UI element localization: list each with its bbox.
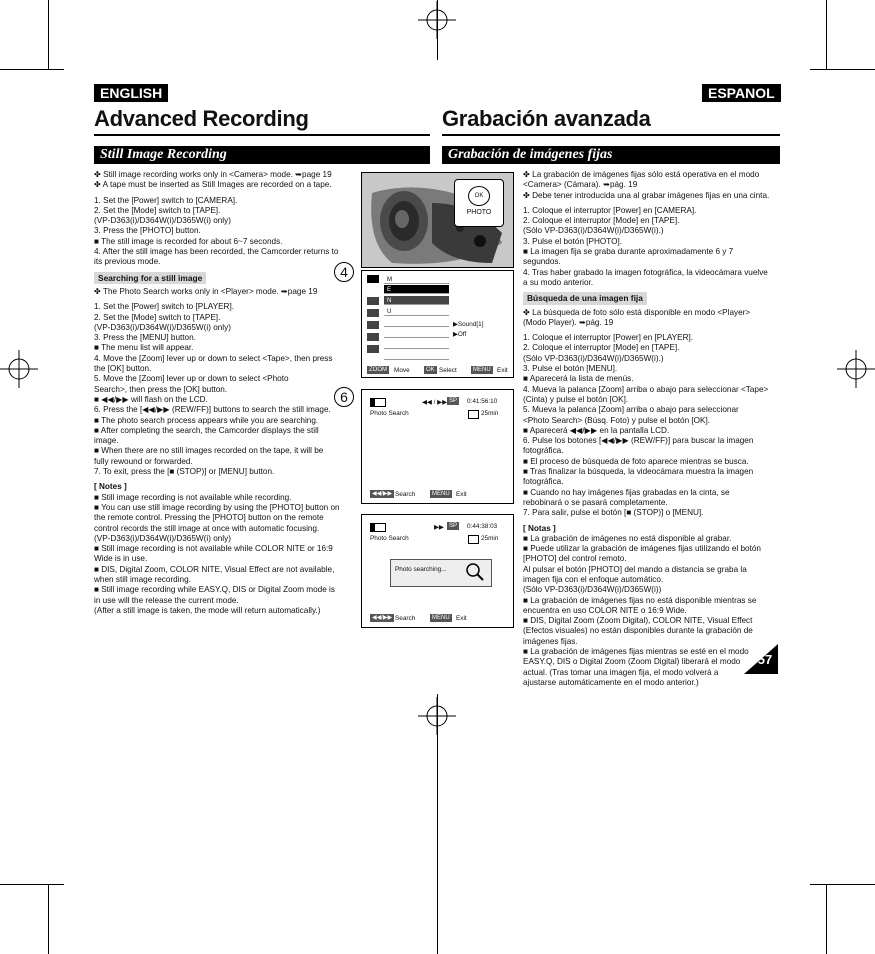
rew-ff-key: ◀◀/▶▶ <box>372 491 393 497</box>
text-line: ✤ Debe tener introducida una al grabar imágenes fijas en una cinta. <box>523 190 770 200</box>
text-line: (After a still image is taken, the mode will return automatically.) <box>94 605 321 615</box>
text-line: imagen fija con el enfoque automático. <box>523 574 664 584</box>
text-line: when still image recording. <box>94 574 191 584</box>
text-line: ■ Puede utilizar la grabación de imágenes fijas utilizando el botón <box>523 544 761 554</box>
tape-remain-icon <box>468 410 479 419</box>
text-line: actual. (Tras tomar una imagen fija, el modo volverá a <box>523 667 719 677</box>
display-icon <box>367 321 379 329</box>
text-line: its previous mode. <box>94 257 161 267</box>
photo-button-callout <box>454 179 504 227</box>
text-line: 3. Pulse el botón [PHOTO]. <box>523 236 623 246</box>
text-line: ■ La grabación de imágenes fijas mientras se esté en el modo <box>523 647 749 657</box>
text-line: (Sólo VP-D363(i)/D364W(i)/D365W(i)) <box>523 585 662 595</box>
text-line: 4. Move the [Zoom] lever up or down to select <Tape>, then press <box>94 353 333 363</box>
text-line: 2. Set the [Mode] switch to [TAPE]. <box>94 205 221 215</box>
language-badge-english: ENGLISH <box>94 84 168 102</box>
section-heading-spanish: Grabación de imágenes fijas <box>442 146 780 164</box>
text-line: the [OK] button. <box>94 364 152 374</box>
text-line: 6. Press the [◀◀/▶▶ (REW/FF)] buttons to search the still image. <box>94 405 331 415</box>
battery-icon <box>370 523 386 532</box>
text-line: ■ La grabación de imágenes no está disponible al grabar. <box>523 533 732 543</box>
text-line: 2. Coloque el interruptor [Mode] en [TAPE]. <box>523 343 680 353</box>
text-line: encuentra en uso COLOR NITE o 16:9 Wide. <box>523 605 687 615</box>
photo-searching-screen <box>361 514 514 628</box>
text-line: 2. Coloque el interruptor [Mode] en [TAPE]. <box>523 216 680 226</box>
language-badge-spanish: ESPANOL <box>702 84 781 102</box>
crop-mark <box>826 884 827 954</box>
search-label: Search <box>395 615 416 622</box>
text-line: ✤ The Photo Search works only in <Player> mode. ➥page 19 <box>94 286 318 296</box>
menu-item-photo-copy[interactable]: U <box>384 307 449 316</box>
crop-mark <box>810 69 875 70</box>
text-line: imágenes fijas. <box>523 636 578 646</box>
menu-item-blank <box>384 351 449 360</box>
text-line: 4. Tras haber grabado la imagen fotográfica, la videocámara vuelve <box>523 267 768 277</box>
text-line: ■ DIS, Digital Zoom, COLOR NITE, Visual Effect are not available, <box>94 564 335 574</box>
page-number: 57 <box>757 652 773 667</box>
registration-mark-icon <box>0 350 38 388</box>
english-column <box>94 170 356 616</box>
zoom-key: ZOOM <box>369 367 387 373</box>
page-number-badge <box>744 644 778 674</box>
ff-indicator: ▶▶ <box>434 524 444 531</box>
text-line: ■ Still image recording is not available while COLOR NITE or 16:9 <box>94 544 333 554</box>
gear-icon <box>367 345 379 353</box>
crop-mark <box>826 0 827 70</box>
text-line: (Efectos visuales) no están disponibles durante la grabación de <box>523 626 753 636</box>
rew-ff-indicator: ◀◀ / ▶▶ <box>422 399 447 406</box>
text-line: rebobinará o se pasará completamente. <box>523 497 668 507</box>
text-line: ✤ La búsqueda de foto sólo está disponible en modo <Player> <box>523 307 751 317</box>
text-line: 7. Para salir, pulse el botón [■ (STOP)] o [MENU]. <box>523 508 704 518</box>
text-line: ✤ La grabación de imágenes fijas sólo está operativa en el modo <box>523 170 760 179</box>
text-line: 2. Set the [Mode] switch to [TAPE]. <box>94 312 221 322</box>
select-label: Select <box>439 367 457 374</box>
text-line: 4. Mueva la palanca [Zoom] arriba o abajo para seleccionar <Tape> <box>523 384 769 394</box>
move-label: Move <box>394 367 410 374</box>
text-line: 4. After the still image has been recorded, the Camcorder returns to <box>94 247 339 257</box>
photo-label: PHOTO <box>466 209 492 216</box>
menu-item-blank <box>384 340 449 349</box>
exit-label: Exit <box>456 491 467 498</box>
figure-number: 4 <box>334 262 354 282</box>
menu-icon-column <box>365 275 381 353</box>
text-line: ✤ Still image recording works only in <Camera> mode. ➥page 19 <box>94 170 332 179</box>
page-title-spanish: Grabación avanzada <box>442 106 651 131</box>
section-heading-english: Still Image Recording <box>94 146 430 164</box>
notes-heading: [ Notes ] <box>94 482 127 492</box>
sp-badge: SP <box>449 523 458 529</box>
text-line: ■ Still image recording is not available while recording. <box>94 492 292 502</box>
text-line: Wide is in use. <box>94 554 148 564</box>
audio-effect-value: ▶Off <box>453 331 467 338</box>
spanish-column <box>523 170 781 688</box>
text-line: Search>, then press the [OK] button. <box>94 384 228 394</box>
registration-mark-icon <box>418 1 456 39</box>
photo-search-label: Photo Search <box>370 410 409 417</box>
notes-heading: [ Notas ] <box>523 523 556 533</box>
text-line: 3. Press the [MENU] button. <box>94 333 196 343</box>
menu-key: MENU <box>473 367 491 373</box>
title-rule <box>94 134 430 136</box>
text-line: ■ DIS, Digital Zoom (Zoom Digital), COLOR NITE, Visual Effect <box>523 616 753 626</box>
audio-select-value: ▶Sound[1] <box>453 321 484 328</box>
text-line: 6. Pulse los botones [◀◀/▶▶ (REW/FF)] para buscar la imagen <box>523 436 754 446</box>
rew-ff-key: ◀◀/▶▶ <box>372 615 393 621</box>
remaining-time: 25min <box>481 535 499 542</box>
timecode: 0:44:38:03 <box>467 523 498 530</box>
text-line: control records the still image at once with automatic focusing. <box>94 523 320 533</box>
exit-label: Exit <box>497 367 508 374</box>
searching-dialog <box>390 559 492 587</box>
text-line: image. <box>94 436 119 446</box>
text-line: the remote control. Pressing the [PHOTO] button on the remote <box>94 513 324 523</box>
menu-item-audio-effect[interactable] <box>384 329 449 338</box>
text-line: ■ After completing the search, the Camcorder displays the still <box>94 425 319 435</box>
text-line: 1. Set the [Power] switch to [PLAYER]. <box>94 302 235 312</box>
sp-badge: SP <box>449 398 458 404</box>
text-line: ■ Cuando no hay imágenes fijas grabadas en la cinta, se <box>523 487 730 497</box>
menu-item-photo-search[interactable]: N <box>384 296 449 305</box>
text-line: 5. Mueva la palanca [Zoom] arriba o abajo para seleccionar <box>523 405 739 415</box>
text-line: 5. Move the [Zoom] lever up or down to select <Photo <box>94 374 289 384</box>
text-line: 1. Coloque el interruptor [Power] en [PLAYER]. <box>523 333 694 343</box>
text-line: segundos. <box>523 257 561 267</box>
magnifier-icon <box>465 562 485 582</box>
text-line: (VP-D363(i)/D364W(i)/D365W(i) only) <box>94 322 231 332</box>
text-line: fotográfica. <box>523 446 564 456</box>
text-line: fully rewound or forwarded. <box>94 456 193 466</box>
text-line: a su modo anterior. <box>523 277 594 287</box>
text-line: ■ The menu list will appear. <box>94 343 194 353</box>
photo-search-screen <box>361 389 514 504</box>
text-line: (Sólo VP-D363(i)/D364W(i)/D365W(i).) <box>523 353 664 363</box>
menu-item-audio-select[interactable] <box>384 318 449 327</box>
settings-icon <box>367 333 379 341</box>
text-line: ajustarse automáticamente en el modo anterior.) <box>523 677 699 687</box>
text-line: fotográfica. <box>523 477 564 487</box>
text-line: Al pulsar el botón [PHOTO] del mando a distancia se graba la <box>523 564 747 574</box>
text-line: (Cinta) y pulse el botón [OK]. <box>523 394 629 404</box>
menu-key: MENU <box>432 491 450 497</box>
timecode: 0:41:56:10 <box>467 398 498 405</box>
text-line: <Camera> (Cámara). ➥pág. 19 <box>523 180 638 190</box>
text-line: <Photo Search> (Búsq. Foto) y pulse el botón [OK]. <box>523 415 711 425</box>
crop-mark <box>48 0 49 70</box>
text-line: ✤ A tape must be inserted as Still Images are recorded on a tape. <box>94 180 332 190</box>
text-line: ■ ◀◀/▶▶ will flash on the LCD. <box>94 394 208 404</box>
text-line: ■ You can use still image recording by using the [PHOTO] button on <box>94 502 340 512</box>
crop-mark <box>0 884 64 885</box>
text-line: (Sólo VP-D363(i)/D364W(i)/D365W(i).) <box>523 226 664 236</box>
text-line: EASY.Q, DIS o Digital Zoom (Zoom Digital) liberará el modo <box>523 657 741 667</box>
menu-screen <box>361 270 514 378</box>
title-rule <box>442 134 780 136</box>
crop-mark <box>810 884 875 885</box>
remaining-time: 25min <box>481 410 499 417</box>
text-line: 1. Coloque el interruptor [Power] en [CAMERA]. <box>523 205 697 215</box>
searching-message: Photo searching... <box>395 566 447 573</box>
crop-mark <box>0 69 64 70</box>
camera-icon <box>367 297 379 305</box>
menu-item-tape[interactable]: E <box>384 285 449 294</box>
text-line: ■ When there are no still images recorded on the tape, it will be <box>94 446 324 456</box>
menu-item-player-mode: M <box>384 275 449 284</box>
text-line: ■ The photo search process appears while you are searching. <box>94 415 319 425</box>
camcorder-illustration <box>361 172 514 268</box>
text-line: [PHOTO] del control remoto. <box>523 554 627 564</box>
text-line: (VP-D363(i)/D364W(i)/D365W(i) only) <box>94 533 231 543</box>
menu-key: MENU <box>432 615 450 621</box>
ok-key: OK <box>426 367 435 373</box>
text-line: 7. To exit, press the [■ (STOP)] or [MENU] button. <box>94 467 275 477</box>
battery-icon <box>370 398 386 407</box>
text-line: ■ The still image is recorded for about 6~7 seconds. <box>94 236 283 246</box>
text-line: ■ Aparecerá la lista de menús. <box>523 374 634 384</box>
text-line: ■ La grabación de imágenes fijas no está disponible mientras se <box>523 595 757 605</box>
registration-mark-icon <box>418 697 456 735</box>
search-label: Search <box>395 491 416 498</box>
text-line: ■ Tras finalizar la búsqueda, la videocámara muestra la imagen <box>523 467 754 477</box>
text-line: 3. Pulse el botón [MENU]. <box>523 364 618 374</box>
crop-mark <box>48 884 49 954</box>
text-line: 1. Set the [Power] switch to [CAMERA]. <box>94 195 238 205</box>
subheading-search: Búsqueda de una imagen fija <box>523 292 647 304</box>
exit-label: Exit <box>456 615 467 622</box>
sound-icon <box>367 309 379 317</box>
page-title-english: Advanced Recording <box>94 106 309 131</box>
subheading-search: Searching for a still image <box>94 272 206 284</box>
ok-button[interactable]: OK <box>468 186 490 206</box>
text-line: ■ Still image recording while EASY.Q, DIS or Digital Zoom mode is <box>94 585 335 595</box>
text-line: ■ Aparecerá ◀◀/▶▶ en la pantalla LCD. <box>523 425 670 435</box>
text-line: in use will the release the current mode. <box>94 595 239 605</box>
tape-remain-icon <box>468 535 479 544</box>
text-line: (Modo Player). ➥pág. 19 <box>523 317 614 327</box>
text-line: 3. Press the [PHOTO] button. <box>94 226 201 236</box>
text-line: (VP-D363(i)/D364W(i)/D365W(i) only) <box>94 216 231 226</box>
photo-search-label: Photo Search <box>370 535 409 542</box>
tape-icon <box>367 275 379 283</box>
registration-mark-icon <box>837 350 875 388</box>
text-line: ■ El proceso de búsqueda de foto aparece mientras se busca. <box>523 456 749 466</box>
figure-number: 6 <box>334 387 354 407</box>
text-line: ■ La imagen fija se graba durante aproximadamente 6 y 7 <box>523 247 734 257</box>
